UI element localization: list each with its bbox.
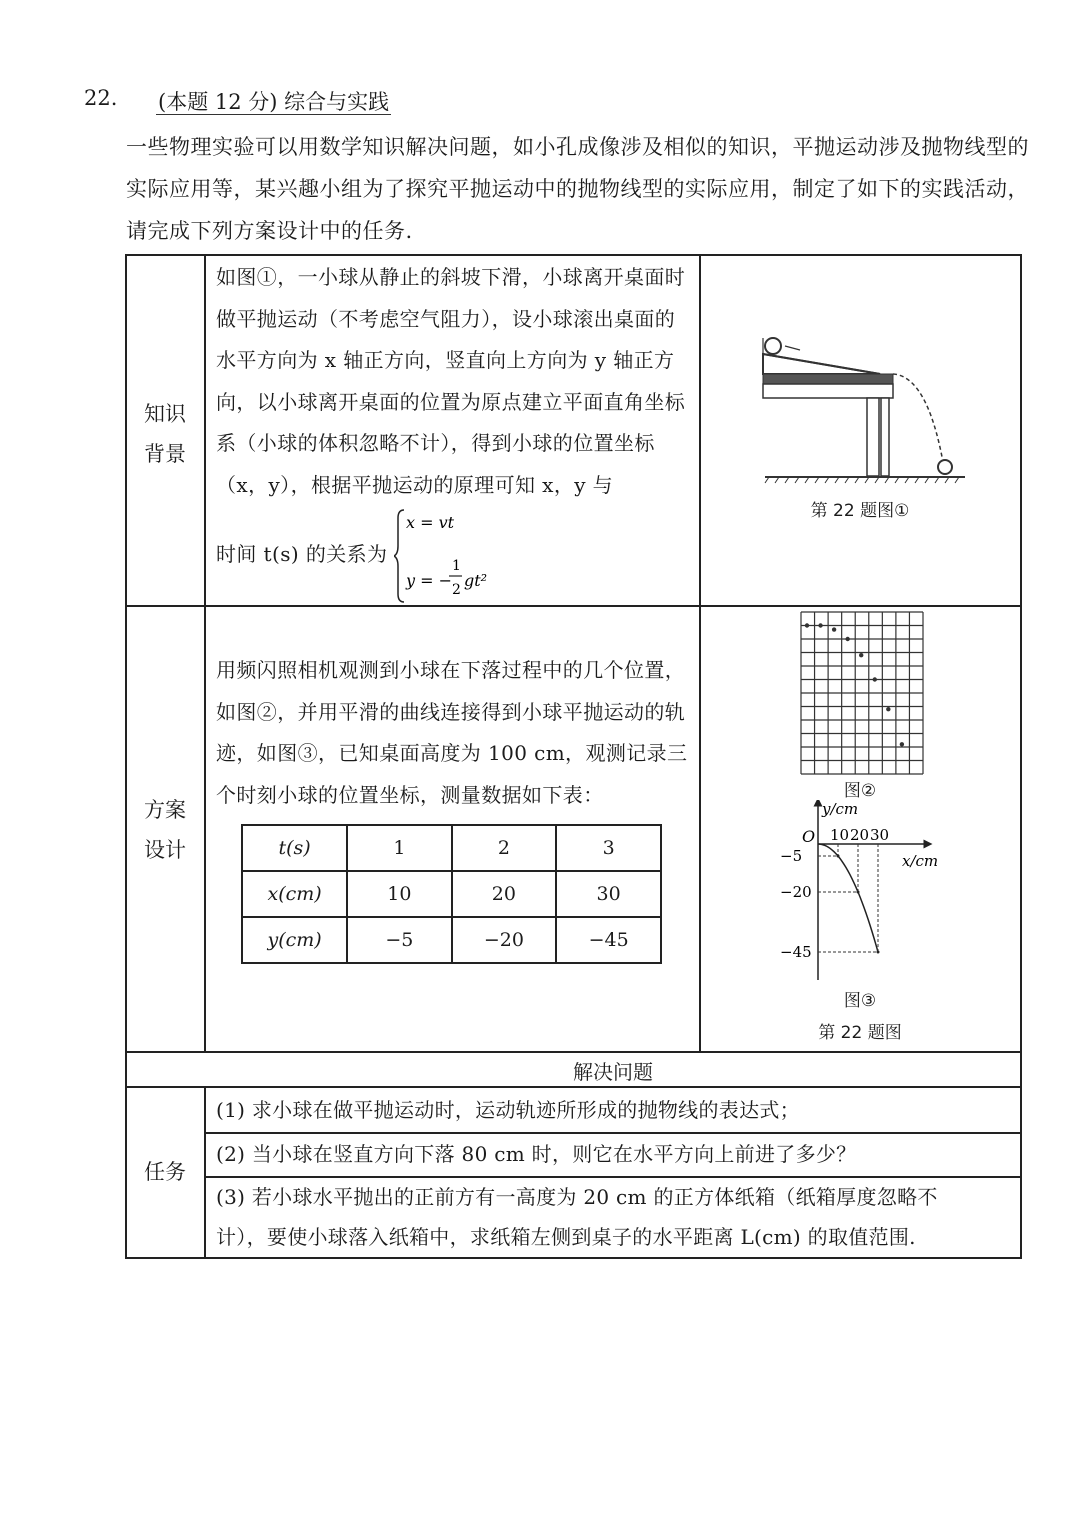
formula-denominator: 2 (452, 582, 461, 598)
background-text: 如图①，一小球从静止的斜坡下滑，小球离开桌面时做平抛运动（不考虑空气阻力），设小球滚出桌面的水平方向为 x 轴正方向，竖直向上方向为 y 轴正方向，以小球离开桌面的位置为原点建立平面直角坐标系（小球的体积忽略不计），得到小球的位置坐标（x，y），根据平抛运动的原理可知 x，y 与 (216, 265, 686, 497)
x-tick-label: 30 (870, 826, 890, 844)
table-top-border (125, 254, 1022, 256)
data-point (837, 855, 840, 858)
table-bottom-border (125, 1257, 1022, 1259)
formula-y-suffix: gt² (464, 571, 488, 590)
y-tick-label: −45 (780, 943, 812, 961)
label-column-divider (204, 254, 206, 1052)
background-time-text: 时间 t(s) 的关系为 (216, 542, 388, 566)
flash-dot (805, 623, 809, 627)
formula-x: x = vt (406, 513, 455, 532)
header-y: y(cm) (242, 917, 347, 963)
figure-3-chart (778, 800, 958, 985)
row-divider-1 (125, 605, 1022, 607)
x-tick-label: 10 (830, 826, 850, 844)
data-point (857, 891, 860, 894)
y-axis-label: y/cm (822, 800, 859, 818)
figure-1-caption: 第 22 题图① (810, 501, 910, 521)
formula-y-prefix: y = − (406, 571, 453, 590)
trajectory-curve (818, 844, 878, 952)
data-point (877, 951, 880, 954)
flash-dot (818, 623, 822, 627)
question-header-text: (本题 12 分) 综合与实践 (158, 90, 390, 114)
table-row (242, 917, 661, 963)
table-right-border (1020, 254, 1022, 1259)
row-divider-2 (125, 1051, 1022, 1053)
figure-2-caption: 图② (843, 781, 877, 801)
flash-dot (886, 707, 890, 711)
question-header (156, 86, 391, 116)
cell-y-3: −45 (556, 917, 661, 963)
cell-t-1: 1 (347, 825, 451, 871)
question-intro: 一些物理实验可以用数学知识解决问题，如小孔成像涉及相似的知识，平抛运动涉及抛物线型的实际应用等，某兴趣小组为了探究平抛运动中的抛物线型的实际应用，制定了如下的实践活动，请完成下列方案设计中的任务. (126, 135, 1029, 243)
figure-3-caption: 图③ (843, 991, 877, 1011)
table-row (242, 871, 661, 917)
cell-x-2: 20 (452, 871, 557, 917)
background-label: 知识 背景 (144, 402, 186, 466)
y-tick-label: −5 (780, 847, 803, 865)
flash-dot (832, 627, 836, 631)
x-tick-label: 20 (850, 826, 870, 844)
table-left-border (125, 254, 127, 1259)
equation-system (394, 506, 514, 606)
design-label: 方案 设计 (144, 798, 186, 862)
flash-dot (873, 677, 877, 681)
figure-column-divider (699, 254, 701, 1052)
task-2: (2) 当小球在竖直方向下落 80 cm 时，则它在水平方向上前进了多少？ (216, 1142, 857, 1166)
figure-2-grid (800, 611, 926, 777)
cell-x-3: 30 (556, 871, 661, 917)
header-t: t(s) (242, 825, 347, 871)
header-x: x(cm) (242, 871, 347, 917)
task-3-line-1: (3) 若小球水平抛出的正前方有一高度为 20 cm 的正方体纸箱（纸箱厚度忽略不 (216, 1185, 938, 1209)
flash-dot (900, 742, 904, 746)
flash-dot (845, 637, 849, 641)
figure-1-table-slope (755, 330, 970, 490)
task-3-line-2: 计），要使小球落入纸箱中，求纸箱左侧到桌子的水平距离 L(cm) 的取值范围. (216, 1225, 916, 1249)
y-tick-label: −20 (780, 883, 812, 901)
table-row (242, 825, 661, 871)
data-table (241, 824, 662, 964)
origin-label: O (802, 827, 816, 846)
formula-numerator: 1 (452, 558, 461, 574)
flash-dot (859, 653, 863, 657)
cell-y-2: −20 (452, 917, 557, 963)
cell-t-3: 3 (556, 825, 661, 871)
cell-x-1: 10 (347, 871, 451, 917)
task-label: 任务 (144, 1160, 186, 1184)
figure-caption: 第 22 题图 (818, 1023, 902, 1043)
cell-t-2: 2 (452, 825, 557, 871)
task-1: (1) 求小球在做平抛运动时，运动轨迹所形成的抛物线的表达式； (216, 1098, 800, 1122)
row-divider-3 (125, 1086, 1022, 1088)
design-text: 用频闪照相机观测到小球在下落过程中的几个位置，如图②，并用平滑的曲线连接得到小球平抛运动的轨迹，如图③，已知桌面高度为 100 cm，观测记录三个时刻小球的位置坐标，测量数据如下表： (216, 658, 688, 807)
cell-y-1: −5 (347, 917, 451, 963)
question-number: 22. (84, 86, 118, 110)
solve-heading: 解决问题 (573, 1060, 653, 1084)
task-label-divider (204, 1086, 206, 1258)
x-axis-label: x/cm (902, 852, 939, 870)
